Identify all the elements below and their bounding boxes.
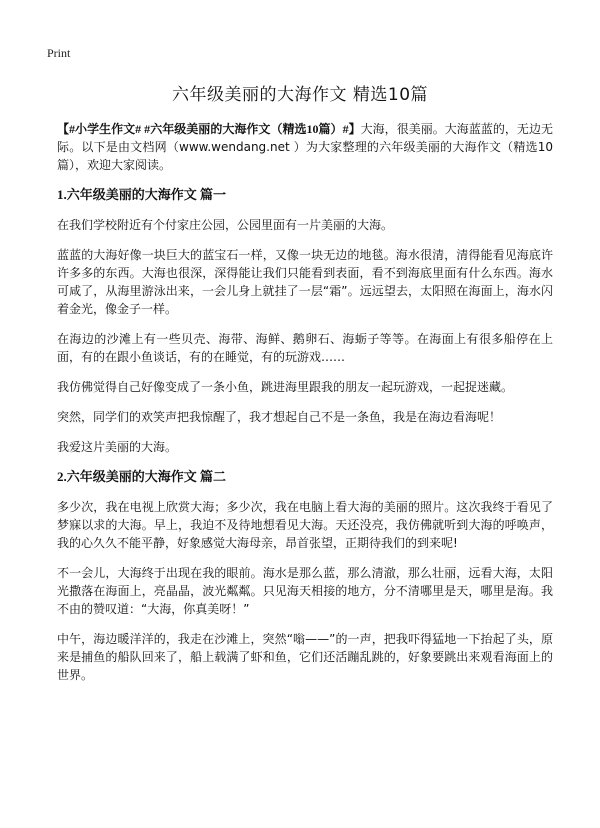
paragraph: 不一会儿，大海终于出现在我的眼前。海水是那么蓝，那么清澈，那么壮丽，远看大海，太阳光撒落在海面上，亮晶晶，波光粼粼。只见海天相接的地方，分不清哪里是天，哪里是海。我不由的赞叹道：“大海，你真美呀！” xyxy=(57,566,553,616)
intro-tag: 【#小学生作文# #六年级美丽的大海作文（精选10篇）#】 xyxy=(57,122,361,136)
page-title: 六年级美丽的大海作文 精选10篇 xyxy=(171,85,429,105)
article-body xyxy=(57,120,553,696)
paragraph: 中午，海边暖洋洋的，我走在沙滩上，突然“嗡——”的一声，把我吓得猛地一下抬起了头，原来是捕鱼的船队回来了，船上载满了虾和鱼，它们还活蹦乱跳的，好象要跳出来观看海面上的世界。 xyxy=(57,632,553,682)
print-link[interactable]: Print xyxy=(47,46,71,60)
paragraph: 我爱这片美丽的大海。 xyxy=(57,440,178,454)
paragraph: 突然，同学们的欢笑声把我惊醒了，我才想起自己不是一条鱼，我是在海边看海呢！ xyxy=(57,410,502,424)
paragraph: 蓝蓝的大海好像一块巨大的蓝宝石一样，又像一块无边的地毯。海水很清，清得能看见海底许许多多的东西。大海也很深，深得能让我们只能看到表面，看不到海底里面有什么东西。海水可咸了，从海里游泳出来，一会儿身上就挂了一层“霜”。远远望去，太阳照在海面上，海水闪着金光，像金子一样。 xyxy=(57,248,553,316)
paragraph: 在海边的沙滩上有一些贝壳、海带、海鲜、鹅卵石、海蛎子等等。在海面上有很多船停在上面，有的在跟小鱼谈话，有的在睡觉，有的玩游戏…… xyxy=(57,332,553,364)
section-heading-1: 1.六年级美丽的大海作文 篇一 xyxy=(57,187,227,202)
intro-text: 大海，很美丽。大海蓝蓝的，无边无际。以下是由文档网（www.wendang.net ）为大家整理的六年级美丽的大海作文（精选10篇），欢迎大家阅读。 xyxy=(57,122,553,172)
paragraph: 多少次，我在电视上欣赏大海；多少次，我在电脑上看大海的美丽的照片。这次我终于看见了梦寐以求的大海。早上，我迫不及待地想看见大海。天还没亮，我仿佛就听到大海的呼唤声，我的心久久不能平静，好象感觉大海母亲，昂首张望，正期待我们的到来呢! xyxy=(57,500,553,550)
paragraph: 在我们学校附近有个付家庄公园，公园里面有一片美丽的大海。 xyxy=(57,218,394,232)
paragraph: 我仿佛觉得自己好像变成了一条小鱼，跳进海里跟我的朋友一起玩游戏，一起捉迷藏。 xyxy=(57,380,514,394)
section-heading-2: 2.六年级美丽的大海作文 篇二 xyxy=(57,469,227,484)
intro-paragraph xyxy=(57,120,553,174)
